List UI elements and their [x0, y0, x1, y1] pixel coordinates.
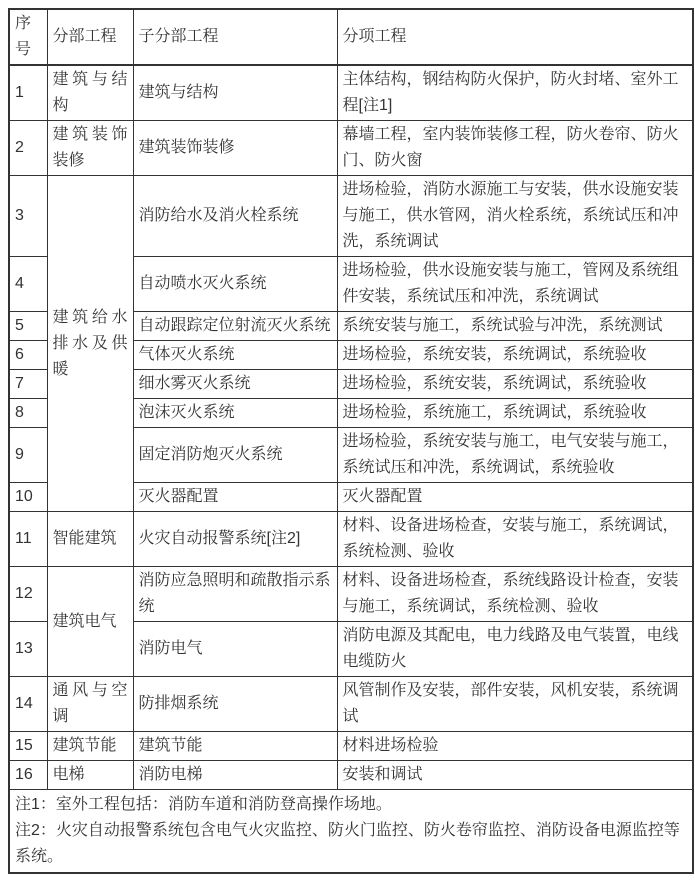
- subdivision-cell: 固定消防炮灭火系统: [133, 428, 337, 483]
- table-row: [9, 761, 693, 790]
- note-1: 注1：室外工程包括：消防车道和消防登高操作场地。: [15, 796, 392, 813]
- items-cell: 主体结构，钢结构防火保护，防火封堵、室外工程[注1]: [337, 65, 693, 121]
- items-cell: 安装和调试: [337, 761, 693, 790]
- serial-cell: 2: [9, 121, 47, 176]
- items-cell: 材料、设备进场检查，系统线路设计检查，安装与施工，系统调试，系统检测、验收: [337, 567, 693, 622]
- subdivision-cell: 消防电梯: [133, 761, 337, 790]
- serial-cell: 9: [9, 428, 47, 483]
- serial-cell: 11: [9, 512, 47, 567]
- subdivision-cell: 建筑装饰装修: [133, 121, 337, 176]
- subdivision-cell: 细水雾灭火系统: [133, 370, 337, 399]
- table-row: [9, 176, 693, 257]
- table-row: [9, 512, 693, 567]
- items-cell: 材料进场检验: [337, 732, 693, 761]
- subdivision-cell: 建筑与结构: [133, 65, 337, 121]
- items-cell: 系统安装与施工，系统试验与冲洗，系统测试: [337, 312, 693, 341]
- division-cell: 电梯: [47, 761, 133, 790]
- serial-cell: 4: [9, 257, 47, 312]
- serial-cell: 12: [9, 567, 47, 622]
- subdivision-cell: 灭火器配置: [133, 483, 337, 512]
- serial-cell: 16: [9, 761, 47, 790]
- division-cell: 建筑节能: [47, 732, 133, 761]
- subdivision-cell: 气体灭火系统: [133, 341, 337, 370]
- subdivision-cell: 消防电气: [133, 622, 337, 677]
- subdivision-cell: 消防给水及消火栓系统: [133, 176, 337, 257]
- table-row: [9, 121, 693, 176]
- serial-cell: 6: [9, 341, 47, 370]
- serial-cell: 5: [9, 312, 47, 341]
- table-row: [9, 677, 693, 732]
- serial-cell: 15: [9, 732, 47, 761]
- items-cell: 进场检验，系统施工，系统调试，系统验收: [337, 399, 693, 428]
- notes-cell: [9, 790, 693, 874]
- items-cell: 进场检验，消防水源施工与安装，供水设施安装与施工，供水管网，消火栓系统，系统试压和冲洗，系统调试: [337, 176, 693, 257]
- division-cell: 建筑装饰装修: [47, 121, 133, 176]
- subdivision-cell: 火灾自动报警系统[注2]: [133, 512, 337, 567]
- header-items: 分项工程: [337, 9, 693, 65]
- notes-row: [9, 790, 693, 874]
- header-row: [9, 9, 693, 65]
- fire-protection-division-table: [8, 8, 694, 874]
- items-cell: 进场检验，系统安装与施工，电气安装与施工，系统试压和冲洗，系统调试，系统验收: [337, 428, 693, 483]
- items-cell: 进场检验，系统安装，系统调试，系统验收: [337, 341, 693, 370]
- serial-cell: 7: [9, 370, 47, 399]
- serial-cell: 13: [9, 622, 47, 677]
- items-cell: 风管制作及安装，部件安装，风机安装，系统调试: [337, 677, 693, 732]
- table-row: [9, 732, 693, 761]
- header-serial: 序号: [9, 9, 47, 65]
- items-cell: 进场检验，供水设施安装与施工，管网及系统组件安装，系统试压和冲洗，系统调试: [337, 257, 693, 312]
- division-cell: 建筑与结构: [47, 65, 133, 121]
- subdivision-cell: 自动跟踪定位射流灭火系统: [133, 312, 337, 341]
- items-cell: 幕墙工程，室内装饰装修工程，防火卷帘、防火门、防火窗: [337, 121, 693, 176]
- header-subdivision: 子分部工程: [133, 9, 337, 65]
- items-cell: 材料、设备进场检查，安装与施工，系统调试，系统检测、验收: [337, 512, 693, 567]
- subdivision-cell: 泡沫灭火系统: [133, 399, 337, 428]
- serial-cell: 14: [9, 677, 47, 732]
- header-division: 分部工程: [47, 9, 133, 65]
- table-row: [9, 567, 693, 622]
- subdivision-cell: 自动喷水灭火系统: [133, 257, 337, 312]
- note-2: 注2：火灾自动报警系统包含电气火灾监控、防火门监控、防火卷帘监控、消防设备电源监控等系统。: [15, 822, 680, 865]
- serial-cell: 8: [9, 399, 47, 428]
- items-cell: 消防电源及其配电，电力线路及电气装置，电线电缆防火: [337, 622, 693, 677]
- items-cell: 灭火器配置: [337, 483, 693, 512]
- subdivision-cell: 消防应急照明和疏散指示系统: [133, 567, 337, 622]
- table-row: [9, 65, 693, 121]
- division-cell: 通风与空调: [47, 677, 133, 732]
- division-cell: 建筑电气: [47, 567, 133, 677]
- serial-cell: 3: [9, 176, 47, 257]
- division-cell: 建筑给水排水及供暖: [47, 176, 133, 512]
- subdivision-cell: 防排烟系统: [133, 677, 337, 732]
- division-cell: 智能建筑: [47, 512, 133, 567]
- subdivision-cell: 建筑节能: [133, 732, 337, 761]
- serial-cell: 10: [9, 483, 47, 512]
- items-cell: 进场检验，系统安装，系统调试，系统验收: [337, 370, 693, 399]
- serial-cell: 1: [9, 65, 47, 121]
